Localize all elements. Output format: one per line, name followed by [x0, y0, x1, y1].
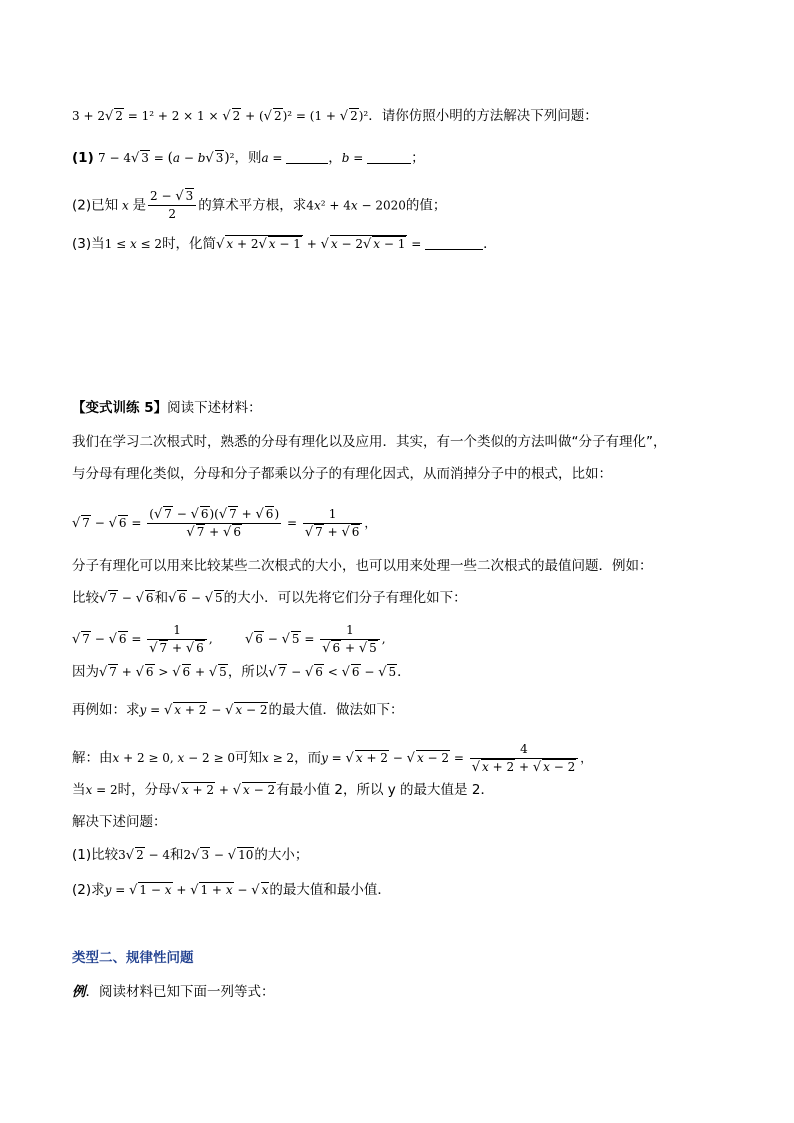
- sub-q2-end: 的最大值和最小值．: [269, 882, 391, 898]
- compare-tail: 的大小．可以先将它们分子有理化如下：: [223, 590, 467, 606]
- when-prefix: 当: [72, 782, 86, 798]
- sub-q1-end: 的大小；: [254, 847, 309, 863]
- sub-question-2: [72, 880, 391, 901]
- q1-end: ；: [411, 150, 425, 166]
- example-expr: y = √ x + 2 − √ x − 2: [139, 703, 268, 718]
- solution-line: [72, 741, 592, 776]
- paragraph-1: 我们在学习二次根式时，熟悉的分母有理化以及应用．其实，有一个类似的方法叫做“分子有理化”，: [72, 434, 667, 450]
- q2-end: 的值；: [405, 197, 447, 214]
- compare-expr-1: √ 7 − √ 6: [99, 591, 154, 606]
- q3-end: ．: [483, 236, 497, 252]
- question-2: [72, 188, 446, 223]
- solution-expr: y = √ x + 2 − √ x − 2 = $\frac{4}{√ x + 2 + √ x - 2}$ ，: [321, 742, 593, 775]
- q3-range: 1 ≤ x ≤ 2: [104, 237, 163, 251]
- when-mid: 时，分母: [117, 782, 172, 798]
- q1-sep: ，: [328, 150, 342, 166]
- example-tail: 的最大值．做法如下：: [268, 702, 404, 718]
- q1-equation: 7 − 4√ 3 = (a − b√ 3)²: [98, 150, 235, 166]
- q3-mid: 时，化简: [162, 236, 217, 252]
- rationalize-example: [72, 506, 376, 541]
- paragraph-3: 分子有理化可以用来比较某些二次根式的大小，也可以用来处理一些二次根式的最值问题．例如：: [72, 558, 653, 574]
- rationalize-equation: √ 7 − √ 6 = $\frac{(√ 7 - √ 6)(√ 7 + √ 6)}{√ 7 + √ 6}$ = $\frac{1}{√ 7 + √ 6}$ ，: [72, 507, 377, 540]
- sub-q2-expr: y = √ 1 − x + √ 1 + x − √ x: [104, 883, 269, 898]
- rationalized-1: √ 7 − √ 6 = $\frac{1}{√ 7 + √ 6}$ ,: [72, 623, 213, 656]
- example-text: ．阅读材料已知下面一列等式：: [85, 984, 275, 1000]
- solution-prefix: 解：由: [72, 750, 113, 766]
- when-tail: 有最小值 2，所以 y 的最大值是 2．: [276, 782, 494, 798]
- when-denominator: √ x + 2 + √ x − 2: [171, 783, 276, 798]
- answer-blank-3[interactable]: [425, 236, 483, 250]
- sub-q2-prefix: (2)求: [72, 882, 105, 898]
- q2-var-x: x: [118, 198, 133, 213]
- section-label: 【变式训练 5】: [72, 400, 168, 416]
- compare-and: 和: [154, 590, 169, 606]
- question-1: [72, 148, 425, 169]
- answer-blank-a[interactable]: [286, 150, 328, 164]
- when-value: x = 2: [85, 783, 118, 797]
- paragraph-2: 与分母有理化类似，分母和分子都乘以分子的有理化因式，从而消掉分子中的根式，比如：: [72, 466, 612, 482]
- sub-q1-expr-2: 2√ 3 − √ 10: [183, 848, 254, 863]
- q3-expression: √ x + 2√ x − 1 + √ x − 2√ x − 1 =: [216, 237, 426, 252]
- q3-prefix: (3)当: [72, 236, 105, 252]
- q1-number: (1): [72, 150, 94, 166]
- intro-equation: 3 + 2√ 2 = 1² + 2 × 1 × √ 2 + (√ 2)² = (1 + √ 2)²: [72, 109, 369, 124]
- type-two-heading: 类型二、规律性问题: [72, 950, 194, 966]
- example-line: [72, 700, 403, 721]
- solution-range: x ≥ 2: [261, 751, 295, 765]
- because-expr: √ 7 + √ 6 > √ 6 + √ 5: [99, 665, 227, 680]
- because-line: 因为√ 7 + √ 6 > √ 6 + √ 5，所以√ 7 − √ 6 < √ 6 − √ 5．: [72, 664, 411, 680]
- q1-var-a: a: [261, 151, 269, 165]
- compare-expr-2: √ 6 − √ 5: [168, 591, 223, 606]
- solution-comma: ，而: [294, 750, 322, 766]
- compare-line: [72, 588, 467, 609]
- q1-eq-b: =: [349, 151, 368, 165]
- sub-q1-prefix: (1)比较: [72, 847, 119, 863]
- example-label: 例: [72, 984, 86, 1000]
- solve-label: 解决下述问题：: [72, 814, 167, 830]
- section-title-text: 阅读下述材料：: [167, 400, 262, 416]
- so-label: ，所以: [227, 664, 269, 680]
- sub-q1-expr-1: 3√ 2 − 4: [118, 848, 171, 863]
- q2-expression: 4x² + 4x − 2020: [306, 198, 406, 213]
- compare-prefix: 比较: [72, 590, 99, 606]
- sub-question-1: [72, 845, 308, 866]
- q1-then: ，则: [234, 150, 262, 166]
- rationalized-2: √ 6 − √ 5 = $\frac{1}{√ 6 + √ 5}$ ,: [244, 623, 386, 656]
- so-expr: √ 7 − √ 6 < √ 6 − √ 5: [268, 665, 397, 680]
- q2-is: 是: [132, 197, 147, 214]
- intro-equation-line: [72, 106, 598, 127]
- answer-blank-b[interactable]: [367, 150, 411, 164]
- solution-mid: 可知: [234, 750, 262, 766]
- q2-prefix: (2)已知: [72, 197, 119, 214]
- q2-mid: 的算术平方根，求: [198, 197, 307, 214]
- rationalized-pair: [72, 622, 386, 657]
- because-label: 因为: [72, 664, 99, 680]
- example-prefix: 再例如：求: [72, 702, 140, 718]
- sub-q1-and: 和: [170, 847, 184, 863]
- when-line: [72, 780, 494, 801]
- solution-conditions: x + 2 ≥ 0, x − 2 ≥ 0: [112, 751, 235, 765]
- question-3: [72, 234, 497, 255]
- q2-fraction: $\frac{2 - √ 3}{2}$: [148, 188, 196, 223]
- example-intro: [72, 982, 275, 1002]
- intro-text: ．请你仿照小明的方法解决下列问题：: [368, 108, 598, 124]
- q1-var-b: b: [341, 151, 350, 165]
- q1-eq-a: =: [268, 151, 287, 165]
- section-title: [72, 398, 262, 418]
